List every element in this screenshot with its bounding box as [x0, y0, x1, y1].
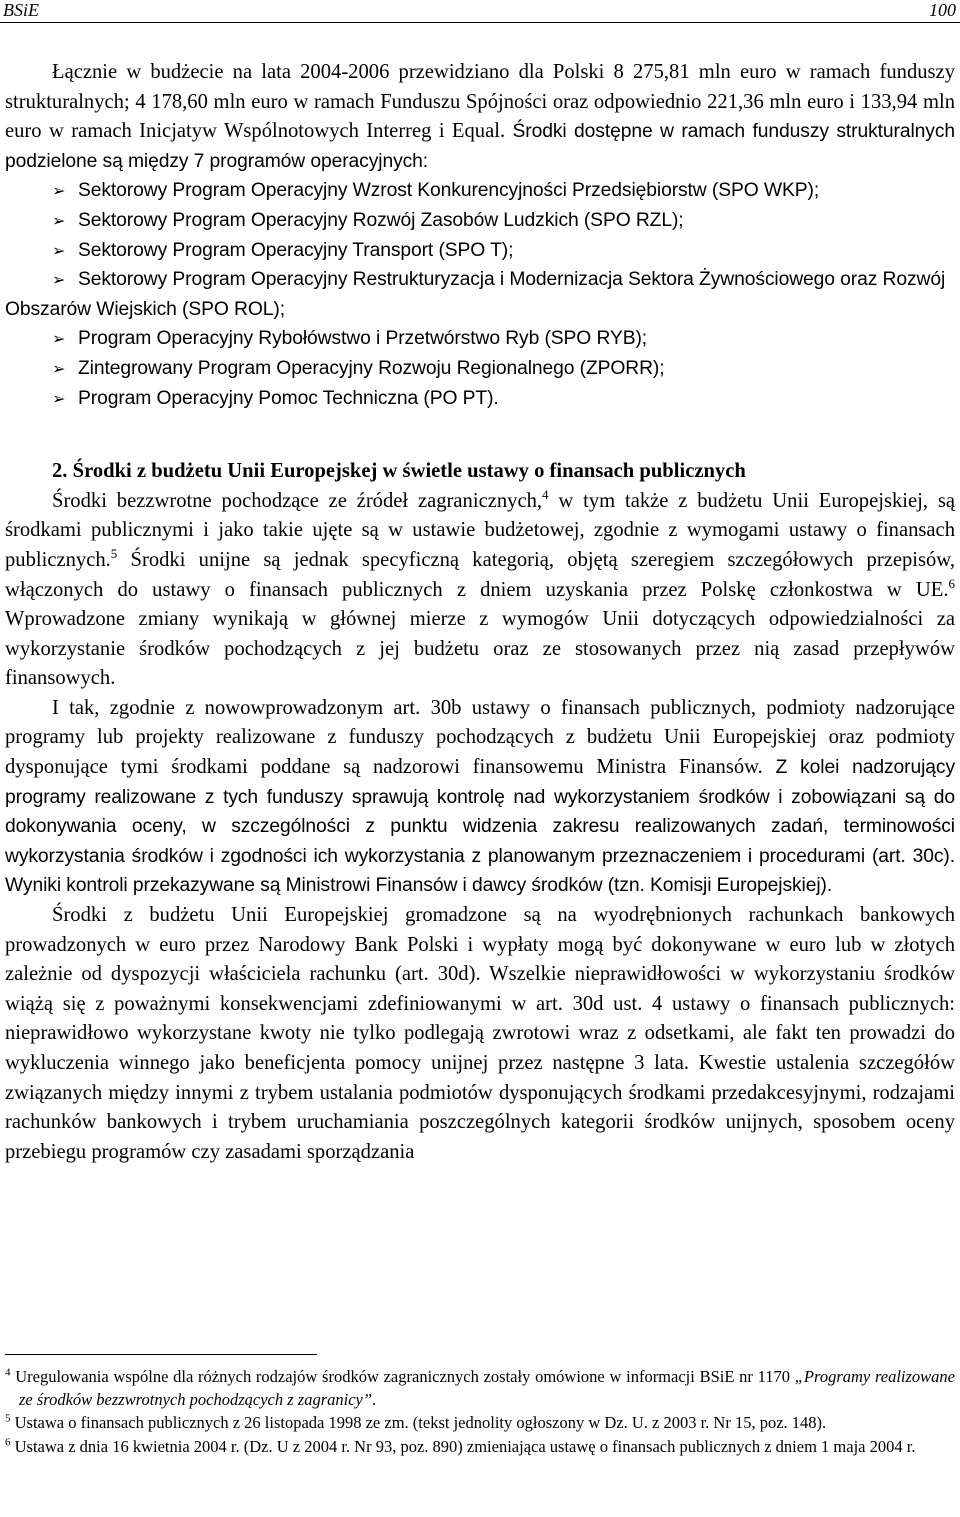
- footnote-divider: [5, 1354, 317, 1355]
- footnote-ref-5[interactable]: 5: [110, 546, 118, 562]
- footnote-italic-title: „Programy realizowane ze środków bezzwrotnych pochodzących z zagranicy”: [19, 1367, 956, 1410]
- intro-serif-text: Łącznie w budżecie na lata 2004-2006 przewidziano dla Polski 8 275,81 mln euro w ramach funduszy strukturalnych; 4 178,60 mln euro w ramach Funduszu Spójności oraz odpowiednio 221,36 mln euro i 133,94 mln euro w ramach Inicjatyw Wspólnotowych Interreg i Equal.: [5, 61, 955, 143]
- footnotes: [5, 1365, 955, 1458]
- header-divider: [0, 22, 960, 23]
- arrowhead-bullet-icon: ➢: [52, 240, 66, 260]
- paragraph-bank-accounts: [5, 901, 955, 1167]
- program-list: [5, 176, 955, 413]
- footnote-text: Uregulowania wspólne dla różnych rodzajów środków zagranicznych zostały omówione w informacji BSiE nr 1170: [15, 1367, 795, 1386]
- list-item: [5, 354, 955, 384]
- footnote-text: Ustawa o finansach publicznych z 26 listopada 1998 ze zm. (tekst jednolity ogłoszony w Dz. U. z 2003 r. Nr 15, poz. 148).: [14, 1413, 827, 1433]
- list-item-text: Sektorowy Program Operacyjny Transport (SPO T);: [78, 239, 514, 261]
- arrowhead-bullet-icon: ➢: [52, 388, 66, 408]
- section-spacer: [5, 413, 955, 457]
- footnote-4: [5, 1365, 955, 1411]
- list-item: [5, 265, 955, 324]
- section-heading: [5, 457, 955, 487]
- main-text: [5, 58, 955, 1167]
- page-number: 100: [929, 0, 956, 20]
- intro-paragraph: [5, 58, 955, 176]
- footnote-number: 4: [5, 1366, 11, 1379]
- list-item: [5, 176, 955, 206]
- footnote-6: [5, 1435, 955, 1458]
- arrowhead-bullet-icon: ➢: [52, 358, 66, 378]
- list-item: [5, 206, 955, 236]
- list-item-text: Zintegrowany Program Operacyjny Rozwoju Regionalnego (ZPORR);: [78, 357, 665, 379]
- arrowhead-bullet-icon: ➢: [52, 181, 66, 201]
- footnote-number: 5: [5, 1412, 11, 1425]
- paragraph-eu-funds: [5, 487, 955, 694]
- list-item-text: Sektorowy Program Operacyjny Wzrost Konkurencyjności Przedsiębiorstw (SPO WKP);: [78, 180, 820, 202]
- intro-sans-text: Środki dostępne w ramach funduszy strukturalnych podzielone są między 7 programów operacyjnych:: [5, 121, 955, 172]
- section-number: 2.: [52, 460, 68, 483]
- footnote-ref-4[interactable]: 4: [542, 486, 549, 502]
- paragraph-text: Wprowadzone zmiany wynikają w głównej mierze z wymogów Unii dotyczących odpowiedzialności za wykorzystanie środków pochodzących z jej budżetu oraz ze stosowanych przez nią zasad przepływów finansowych.: [5, 608, 955, 690]
- section-title: Środki z budżetu Unii Europejskej w świetle ustawy o finansach publicznych: [72, 460, 746, 483]
- list-item: [5, 324, 955, 354]
- list-item: [5, 236, 955, 266]
- paragraph-supervision: [5, 694, 955, 901]
- list-item: [5, 384, 955, 414]
- paragraph-text: Środki unijne są jednak specyficzną kategorią, objętą szeregiem szczegółowych przepisów, włączonych do ustawy o finansach publicznych z dniem uzyskania przez Polskę członkostwa w UE.: [5, 548, 955, 601]
- list-item-text: Program Operacyjny Pomoc Techniczna (PO PT).: [78, 387, 499, 409]
- paragraph-text: w tym także z budżetu Unii Europejskiej, są środkami publicznymi i jako takie ujęte są w ustawie budżetowej, zgodnie z wymogami ustawy o finansach publicznych.: [5, 489, 955, 571]
- paragraph-text: Środki z budżetu Unii Europejskiej gromadzone są na wyodrębnionych rachunkach bankowych prowadzonych w euro przez Narodowy Bank Polski i wypłaty mogą być dokonywane w euro lub w złotych zależnie od dyspozycji właściciela rachunku (art. 30d). Wszelkie nieprawidłowości w wykorzystaniu środków wiążą się z poważnymi konsekwencjami zdefiniowanymi w art. 30d ust. 4 ustawy o finansach publicznych: nieprawidłowo wykorzystane kwoty nie tylko podlegają zwrotowi wraz z odsetkami, ale fakt ten prowadzi do wykluczenia winnego jako beneficjenta pomocy unijnej przez następne 3 lata. Kwestie ustalenia szczegółów związanych między innymi z trybem ustalania podmiotów dysponujących środkami przedakcesyjnymi, rodzajami rachunków bankowych i trybem uruchamiania poszczególnych kategorii środków unijnych, sposobem oceny przebiegu programów czy zasadami sporządzania: [5, 904, 955, 1163]
- paragraph-text: I tak, zgodnie z nowowprowadzonym art. 30b ustawy o finansach publicznych, podmioty nadzorujące programy lub projekty realizowane z funduszy pochodzących z budżetu Unii Europejskiej oraz podmioty dysponujące tymi środkami poddane są nadzorowi finansowemu Ministra Finansów.: [5, 696, 955, 779]
- footnote-text: Ustawa z dnia 16 kwietnia 2004 r. (Dz. U z 2004 r. Nr 93, poz. 890) zmieniająca ustawę o finansach publicznych z dniem 1 maja 2004 r.: [14, 1436, 916, 1456]
- arrowhead-bullet-icon: ➢: [52, 210, 66, 230]
- paragraph-text-sans: Z kolei nadzorujący programy realizowane z tych funduszy sprawują kontrolę nad wykorzystaniem środków i zobowiązani są do dokonywania oceny, w szczególności z punktu widzenia zakresu realizowanych zadań, terminowości wykorzystania środków i zgodności ich wykorzystania z planowanym przeznaczeniem i procedurami (art. 30c). Wyniki kontroli przekazywane są Ministrowi Finansów i dawcy środków (tzn. Komisji Europejskiej).: [5, 757, 955, 897]
- list-item-text: Sektorowy Program Operacyjny Rozwój Zasobów Ludzkich (SPO RZL);: [78, 209, 684, 231]
- arrowhead-bullet-icon: ➢: [52, 329, 66, 349]
- footnote-number: 6: [5, 1436, 11, 1449]
- list-item-text: Sektorowy Program Operacyjny Restrukturyzacja i Modernizacja Sektora Żywnościowego oraz Rozwój Obszarów Wiejskich (SPO ROL);: [5, 269, 946, 320]
- list-item-text: Program Operacyjny Rybołówstwo i Przetwórstwo Ryb (SPO RYB);: [78, 328, 648, 350]
- footnote-5: [5, 1411, 955, 1434]
- footnote-tail: .: [372, 1390, 377, 1410]
- running-header-title: BSiE: [3, 0, 39, 20]
- footnote-ref-6[interactable]: 6: [948, 575, 955, 591]
- paragraph-text: Środki bezzwrotne pochodzące ze źródeł zagranicznych,: [52, 489, 543, 512]
- arrowhead-bullet-icon: ➢: [52, 270, 66, 290]
